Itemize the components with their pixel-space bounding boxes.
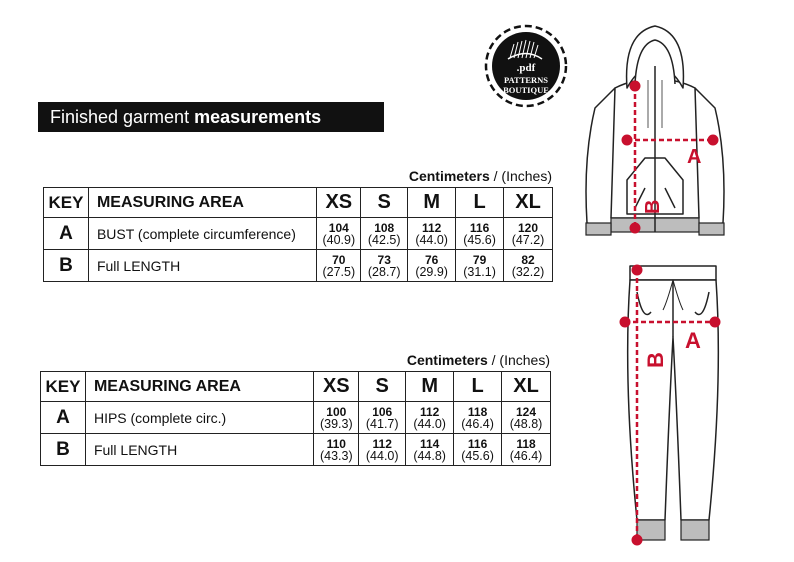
value-cell: 82 (32.2) (504, 250, 553, 282)
header-key: KEY (41, 372, 86, 402)
header-area: MEASURING AREA (85, 372, 313, 402)
title-normal: Finished garment (50, 107, 195, 127)
value-cell: 104 (40.9) (317, 218, 361, 250)
table-row (41, 402, 551, 434)
value-cell: 118 (46.4) (454, 402, 502, 434)
hoodie-illustration (575, 18, 735, 248)
header-size-s: S (359, 372, 406, 402)
table-row (44, 250, 553, 282)
marker-dot-icon (710, 317, 720, 327)
row-key: B (44, 250, 89, 282)
table-header-row (44, 188, 553, 218)
hoodie-label-b: B (642, 199, 664, 214)
value-cell: 108 (42.5) (361, 218, 408, 250)
header-size-l: L (456, 188, 504, 218)
table-row (41, 434, 551, 466)
value-cell: 120 (47.2) (504, 218, 553, 250)
hoodie-measurement-table (43, 187, 553, 282)
value-cell: 112 (44.0) (408, 218, 456, 250)
value-cell: 116 (45.6) (454, 434, 502, 466)
value-cell: 116 (45.6) (456, 218, 504, 250)
section-title (38, 102, 384, 132)
logo-line2: BOUTIQUE (503, 85, 549, 95)
pants-measurement-table (40, 371, 551, 466)
value-cell: 114 (44.8) (406, 434, 454, 466)
value-cell: 76 (29.9) (408, 250, 456, 282)
value-cell: 124 (48.8) (502, 402, 551, 434)
table2-units: Centimeters / (Inches) (406, 352, 550, 368)
marker-dot-icon (622, 135, 632, 145)
row-key: A (44, 218, 89, 250)
row-area: BUST (complete circumference) (88, 218, 316, 250)
patterns-boutique-logo (484, 24, 568, 108)
header-area: MEASURING AREA (88, 188, 316, 218)
marker-dot-icon (630, 81, 640, 91)
row-area: HIPS (complete circ.) (85, 402, 313, 434)
value-cell: 106 (41.7) (359, 402, 406, 434)
value-cell: 112 (44.0) (406, 402, 454, 434)
header-size-xl: XL (504, 188, 553, 218)
logo-line1: PATTERNS (503, 75, 549, 85)
value-cell: 100 (39.3) (314, 402, 359, 434)
row-key: A (41, 402, 86, 434)
header-size-m: M (406, 372, 454, 402)
marker-dot-icon (632, 265, 642, 275)
marker-dot-icon (620, 317, 630, 327)
header-key: KEY (44, 188, 89, 218)
marker-dot-icon (632, 535, 642, 545)
pants-illustration (615, 262, 725, 552)
row-key: B (41, 434, 86, 466)
value-cell: 110 (43.3) (314, 434, 359, 466)
marker-dot-icon (708, 135, 718, 145)
header-size-s: S (361, 188, 408, 218)
hoodie-label-a: A (687, 146, 702, 168)
table-row (44, 218, 553, 250)
row-area: Full LENGTH (85, 434, 313, 466)
value-cell: 73 (28.7) (361, 250, 408, 282)
value-cell: 79 (31.1) (456, 250, 504, 282)
header-size-xs: XS (314, 372, 359, 402)
value-cell: 118 (46.4) (502, 434, 551, 466)
header-size-xl: XL (502, 372, 551, 402)
table1-units: Centimeters / (Inches) (408, 168, 552, 184)
logo-ext: .pdf (516, 62, 536, 74)
marker-dot-icon (630, 223, 640, 233)
header-size-m: M (408, 188, 456, 218)
pants-label-b: B (643, 352, 668, 368)
title-bold: measurements (194, 107, 322, 127)
table-header-row (41, 372, 551, 402)
value-cell: 70 (27.5) (317, 250, 361, 282)
header-size-l: L (454, 372, 502, 402)
value-cell: 112 (44.0) (359, 434, 406, 466)
header-size-xs: XS (317, 188, 361, 218)
pants-label-a: A (685, 328, 701, 353)
row-area: Full LENGTH (88, 250, 316, 282)
